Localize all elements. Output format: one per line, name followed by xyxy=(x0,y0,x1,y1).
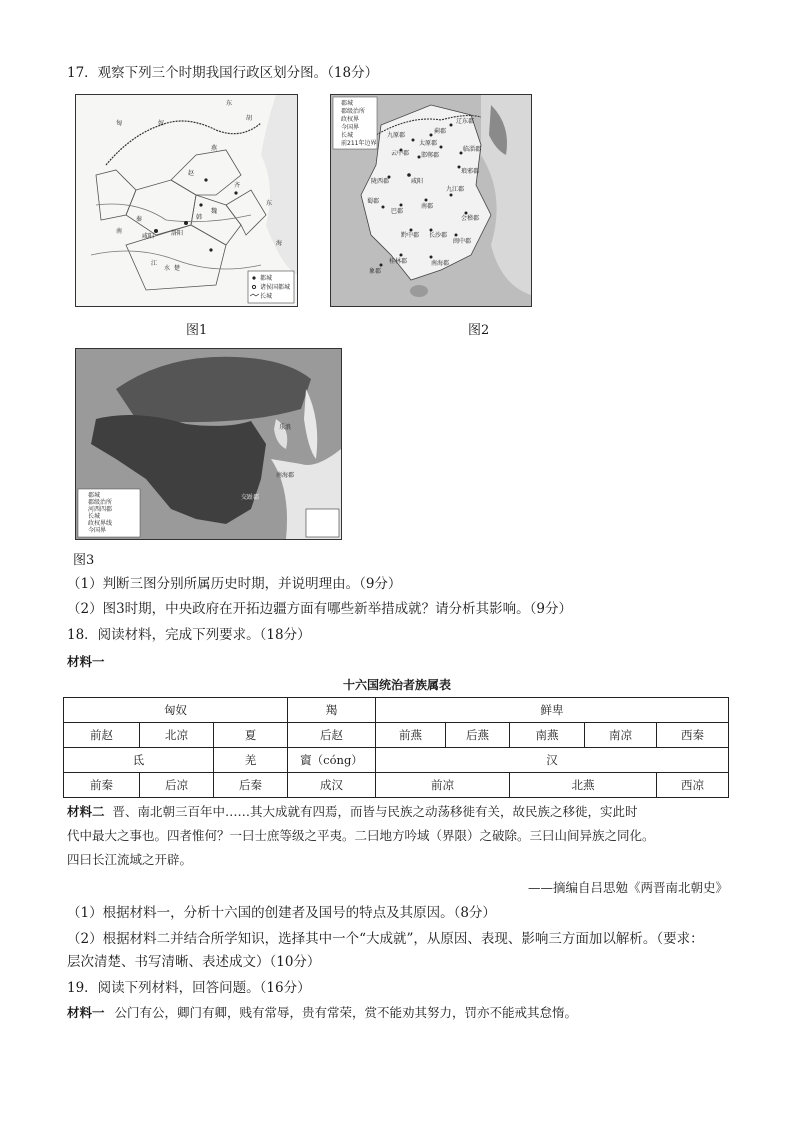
map2-label: 咸阳 xyxy=(411,178,424,185)
material2 xyxy=(67,800,747,872)
map2-label: 象郡 xyxy=(369,268,382,275)
map1-label: 咸阳 xyxy=(142,233,155,240)
table-row xyxy=(64,723,729,748)
map2-label: 蓟郡 xyxy=(434,128,447,135)
fig1-caption: 图1 xyxy=(186,323,208,338)
map3-label: 南海郡 xyxy=(276,472,295,479)
q17-sub2: （2）图3时期，中央政府在开拓边疆方面有哪些新举措成就？请分析其影响。（9分） xyxy=(67,601,573,617)
map2-legend: 长城 xyxy=(341,132,354,139)
table-cell: 南燕 xyxy=(510,723,585,748)
q18-material1-label: 材料一 xyxy=(67,654,105,669)
map1-label: 楚 xyxy=(174,265,181,272)
map-figure-2 xyxy=(330,94,532,307)
map2-label: 琅邪郡 xyxy=(461,168,480,175)
map-figure-1 xyxy=(75,94,298,307)
map1-label: 齐 xyxy=(234,182,241,189)
table-cell: 北燕 xyxy=(510,773,657,798)
table-cell: 匈奴 xyxy=(64,698,288,723)
material2-line2: 代中最大之事也。四者惟何？一曰士庶等级之平夷。二曰地方吟域（界限）之破除。三曰山间异族之同化。 xyxy=(67,828,655,843)
map1-label: 奴 xyxy=(158,120,165,127)
map2-label: 蜀郡 xyxy=(367,198,380,205)
map2-legend: 前211年边界 xyxy=(341,140,377,147)
q19-material1-text: 公门有公，卿门有卿，贱有常辱，贵有常荣，赏不能劝其努力，罚亦不能戒其怠惰。 xyxy=(114,1005,578,1020)
map1-label: 东 xyxy=(226,100,233,107)
map2-label: 邯郸郡 xyxy=(421,152,440,159)
map1-label: 南 xyxy=(116,228,123,235)
map2-label: 长沙郡 xyxy=(429,232,448,239)
map2-label: 巴郡 xyxy=(391,208,404,215)
map2-legend: 郡级治所 xyxy=(341,108,366,115)
material2-line1: 晋、南北朝三百年中……其大成就有四焉，而皆与民族之动荡移徙有关，故民族之移徙，实此时 xyxy=(112,804,638,819)
map2-label: 南郡 xyxy=(421,203,434,210)
table-cell: 南凉 xyxy=(585,723,657,748)
table-cell: 前凉 xyxy=(376,773,510,798)
q18-sub2b: 层次清楚、书写清晰、表述成文）（10分） xyxy=(67,954,321,970)
map2-label: 桂林郡 xyxy=(389,258,408,265)
ethnicity-table xyxy=(63,697,729,798)
map2-label: 临淄郡 xyxy=(463,146,482,153)
map1-label: 洛阳 xyxy=(171,230,184,237)
map2-label: 辽东郡 xyxy=(456,118,475,125)
table-cell: 前秦 xyxy=(64,773,140,798)
map1-label: 秦 xyxy=(136,216,143,223)
q17-title: 17．观察下列三个时期我国行政区划分图。（18分） xyxy=(67,65,379,81)
map1-legend: 长城 xyxy=(260,293,273,300)
map3-label: 乐浪 xyxy=(279,424,292,431)
table-cell: 賨（cóng） xyxy=(288,748,376,773)
q19-material1 xyxy=(67,1003,577,1021)
map1-label: 胡 xyxy=(246,115,253,122)
table-cell: 后秦 xyxy=(214,773,288,798)
map1-label: 东 xyxy=(266,200,273,207)
map1-label: 江 xyxy=(151,260,158,267)
table-cell: 北凉 xyxy=(140,723,214,748)
table-row xyxy=(64,748,729,773)
table-row xyxy=(64,698,729,723)
map3-legend: 今国界 xyxy=(88,527,107,534)
table-cell: 汉 xyxy=(376,748,729,773)
table-cell: 后凉 xyxy=(140,773,214,798)
table-cell: 夏 xyxy=(214,723,288,748)
map3-label: 交趾郡 xyxy=(241,494,260,501)
map1-label: 匈 xyxy=(116,120,123,127)
table-cell: 后燕 xyxy=(446,723,510,748)
table-cell: 氐 xyxy=(64,748,214,773)
map1-legend: 诸侯国都城 xyxy=(260,284,291,291)
material2-line3: 四曰长江流域之开辟。 xyxy=(67,852,193,867)
map3-legend: 政权界线 xyxy=(88,520,113,527)
table-cell: 西秦 xyxy=(657,723,729,748)
map1-label: 魏 xyxy=(211,208,218,215)
q18-sub1: （1）根据材料一，分析十六国的创建者及国号的特点及其原因。（8分） xyxy=(67,905,496,921)
map1-label: 水 xyxy=(164,265,171,272)
material2-label: 材料二 xyxy=(67,804,105,819)
map2-legend: 政权界 xyxy=(341,116,360,123)
map2-label: 九江郡 xyxy=(446,186,465,193)
map2-label: 黔中郡 xyxy=(401,232,420,239)
q19-material1-label: 材料一 xyxy=(67,1005,105,1020)
fig3-caption: 图3 xyxy=(73,553,95,568)
map2-legend: 今国界 xyxy=(341,124,360,131)
map-figure-3 xyxy=(75,348,342,540)
map1-label: 海 xyxy=(276,240,283,247)
table-cell: 鲜卑 xyxy=(376,698,729,723)
table-cell: 后赵 xyxy=(288,723,376,748)
table-title: 十六国统治者族属表 xyxy=(342,678,451,692)
map2-label: 陇西郡 xyxy=(371,178,390,185)
map2-label: 云中郡 xyxy=(391,150,410,157)
material2-source: ——摘编自吕思勉《两晋南北朝史》 xyxy=(527,880,728,895)
map1-legend: 都城 xyxy=(260,275,273,282)
map2-label: 闽中郡 xyxy=(453,238,472,245)
table-cell: 西凉 xyxy=(657,773,729,798)
map2-label: 太原郡 xyxy=(419,140,438,147)
map2-legend: 郡城 xyxy=(341,100,354,107)
map1-label: 韩 xyxy=(196,214,203,221)
map1-label: 燕 xyxy=(211,145,218,152)
map3-legend: 郡级治所 xyxy=(88,499,113,506)
q18-sub2a: （2）根据材料二并结合所学知识，选择其中一个“大成就”，从原因、表现、影响三方面加以解析。（要求： xyxy=(67,931,704,947)
table-cell: 羯 xyxy=(288,698,376,723)
q18-title: 18．阅读材料，完成下列要求。（18分） xyxy=(67,627,311,643)
map3-legend: 长城 xyxy=(88,513,101,520)
table-cell: 前赵 xyxy=(64,723,140,748)
map2-label: 南海郡 xyxy=(431,260,450,267)
q19-title: 19．阅读下列材料，回答问题。（16分） xyxy=(67,980,311,996)
map2-label: 会稽郡 xyxy=(461,215,480,222)
table-cell: 成汉 xyxy=(288,773,376,798)
table-cell: 羌 xyxy=(214,748,288,773)
table-cell: 前燕 xyxy=(376,723,446,748)
q17-sub1: （1）判断三图分别所属历史时期，并说明理由。（9分） xyxy=(67,576,402,592)
map1-label: 赵 xyxy=(188,170,195,177)
map3-legend: 河西四郡 xyxy=(88,506,113,513)
map3-legend: 郡城 xyxy=(88,492,101,499)
map2-label: 九原郡 xyxy=(387,132,406,139)
fig2-caption: 图2 xyxy=(468,323,490,338)
table-row xyxy=(64,773,729,798)
